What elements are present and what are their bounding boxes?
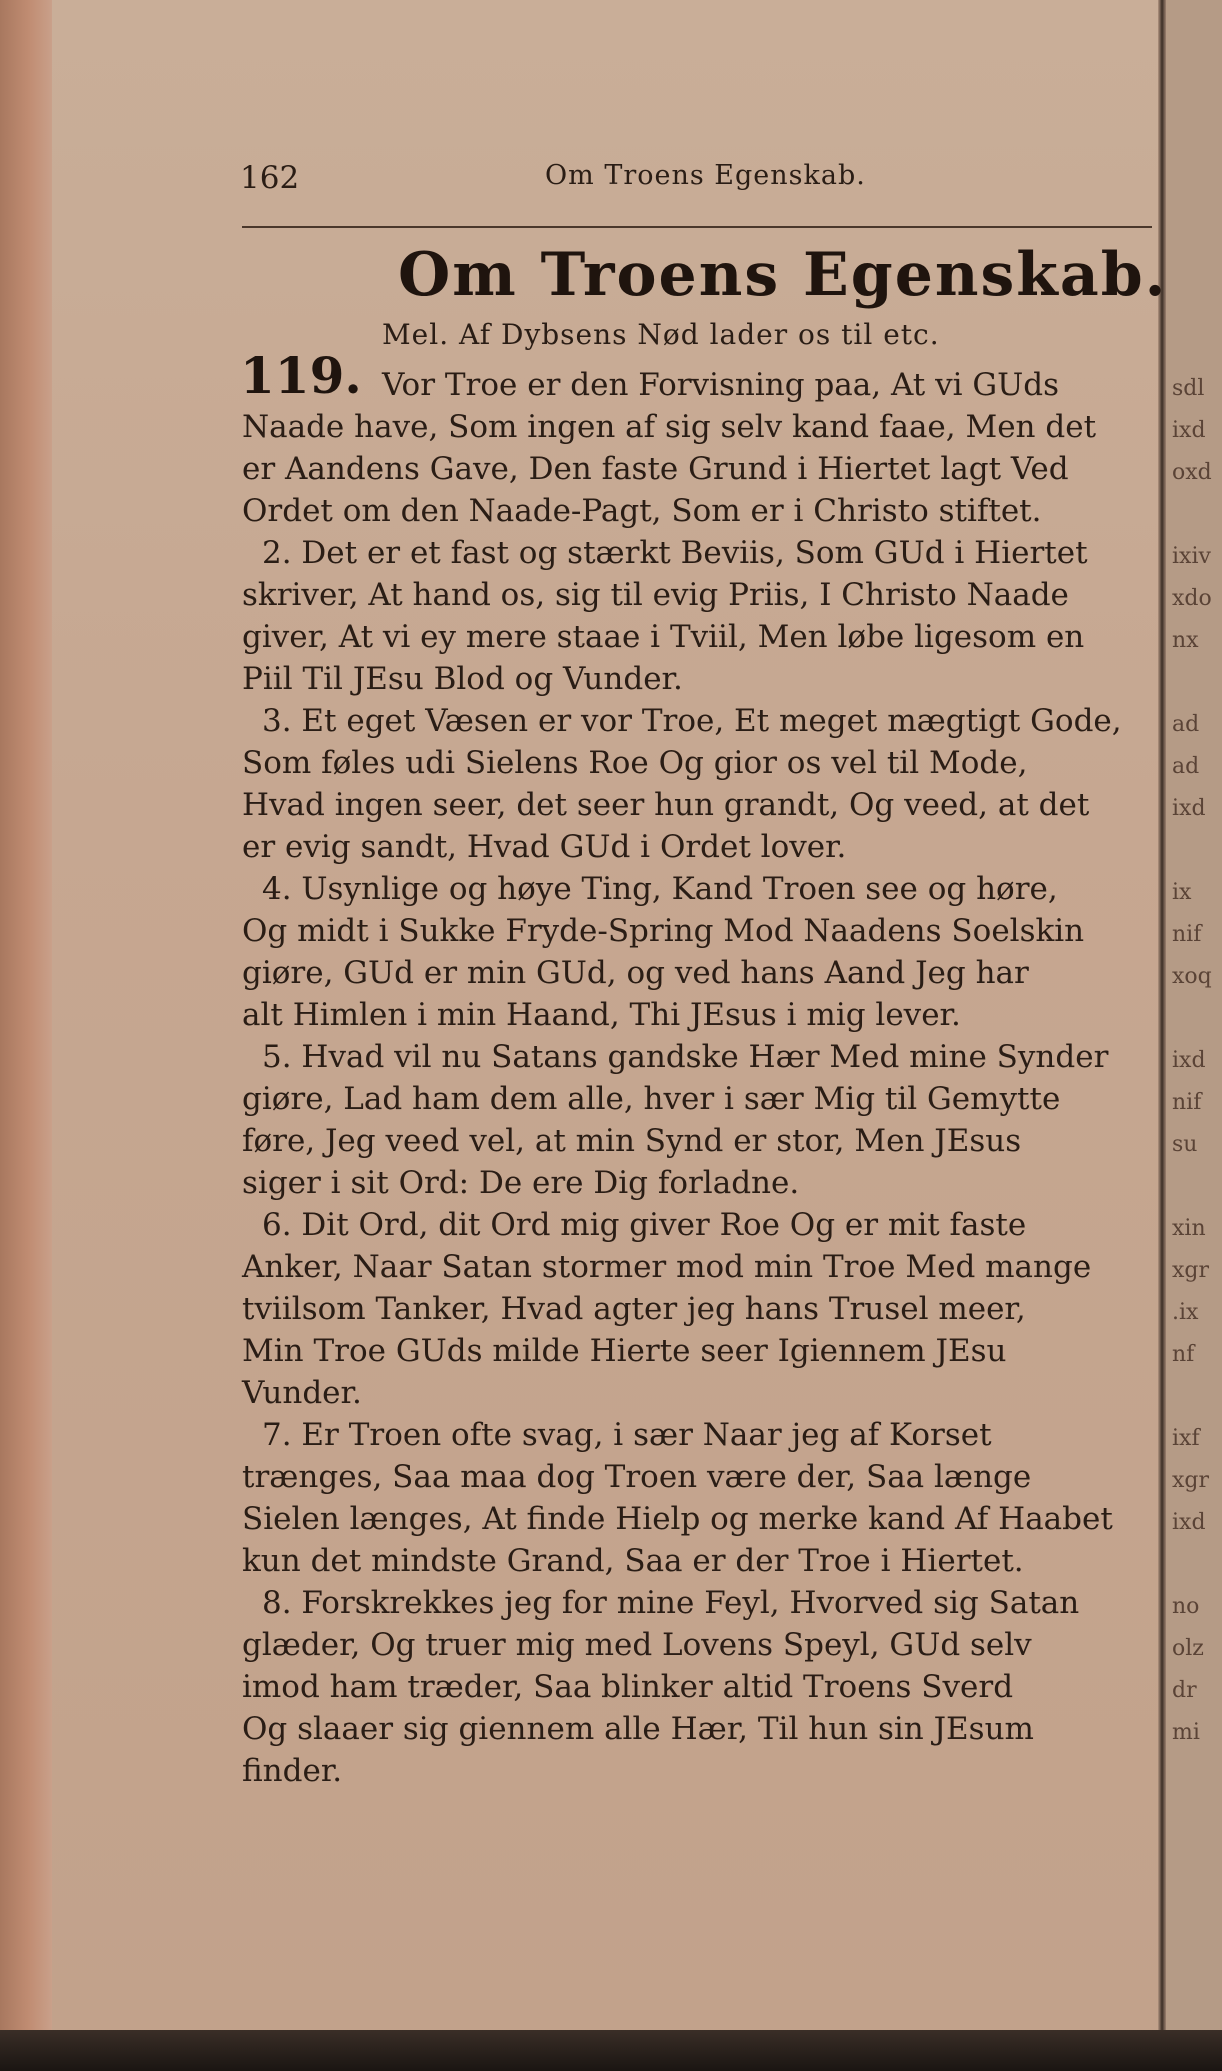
hymn-number: 119. <box>240 346 362 405</box>
text-line: tviilsom Tanker, Hvad agter jeg hans Trusel meer, <box>242 1291 1026 1327</box>
text-line: 3. Et eget Væsen er vor Troe, Et meget mægtigt Gode, <box>262 703 1122 739</box>
text-line: føre, Jeg veed vel, at min Synd er stor, Men JEsus <box>242 1123 1022 1159</box>
facing-page-fragment: olz <box>1172 1636 1204 1661</box>
facing-page-fragment: mi <box>1172 1720 1200 1745</box>
hymn-title: Om Troens Egenskab. <box>398 240 1168 310</box>
text-line: er evig sandt, Hvad GUd i Ordet lover. <box>242 829 847 865</box>
text-line: skriver, At hand os, sig til evig Priis, I Christo Naade <box>242 577 1069 613</box>
text-line: Naade have, Som ingen af sig selv kand faae, Men det <box>242 409 1097 445</box>
facing-page-fragment: nif <box>1172 1090 1202 1115</box>
text-line: trænges, Saa maa dog Troen være der, Saa længe <box>242 1459 1032 1495</box>
text-line: 4. Usynlige og høye Ting, Kand Troen see og høre, <box>262 871 1058 907</box>
text-line: Vor Troe er den Forvisning paa, At vi GUds <box>382 367 1060 403</box>
facing-page-fragment: xoq <box>1172 964 1212 989</box>
running-title: Om Troens Egenskab. <box>545 160 866 191</box>
text-line: Piil Til JEsu Blod og Vunder. <box>242 661 683 697</box>
text-line: er Aandens Gave, Den faste Grund i Hiertet lagt Ved <box>242 451 1069 487</box>
text-line: 2. Det er et fast og stærkt Beviis, Som GUd i Hiertet <box>262 535 1088 571</box>
facing-page-fragment: nif <box>1172 922 1202 947</box>
text-line: kun det mindste Grand, Saa er der Troe i Hiertet. <box>242 1543 1024 1579</box>
text-line: Hvad ingen seer, det seer hun grandt, Og veed, at det <box>242 787 1090 823</box>
text-line: 6. Dit Ord, dit Ord mig giver Roe Og er mit faste <box>262 1207 1027 1243</box>
facing-page-edge <box>1166 0 1222 2030</box>
facing-page-fragment: ixiv <box>1172 544 1211 569</box>
text-line: Anker, Naar Satan stormer mod min Troe Med mange <box>242 1249 1092 1285</box>
text-line: Og midt i Sukke Fryde-Spring Mod Naadens Soelskin <box>242 913 1085 949</box>
facing-page-fragment: ixf <box>1172 1426 1200 1451</box>
text-line: Og slaaer sig giennem alle Hær, Til hun sin JEsum <box>242 1711 1034 1747</box>
facing-page-fragment: ixd <box>1172 1048 1206 1073</box>
text-line: alt Himlen i min Haand, Thi JEsus i mig lever. <box>242 997 961 1033</box>
facing-page-fragment: ad <box>1172 712 1200 737</box>
text-line: siger i sit Ord: De ere Dig forladne. <box>242 1165 800 1201</box>
text-line: imod ham træder, Saa blinker altid Troens Sverd <box>242 1669 1014 1705</box>
text-line: giver, At vi ey mere staae i Tviil, Men løbe ligesom en <box>242 619 1085 655</box>
text-line: Som føles udi Sielens Roe Og gior os vel til Mode, <box>242 745 1028 781</box>
facing-page-fragment: ix <box>1172 880 1192 905</box>
header-rule <box>242 226 1152 228</box>
facing-page-fragment: no <box>1172 1594 1200 1619</box>
facing-page-fragment: nf <box>1172 1342 1195 1367</box>
text-line: Vunder. <box>242 1375 362 1411</box>
facing-page-fragment: nx <box>1172 628 1199 653</box>
page-bottom-shadow <box>0 2030 1222 2071</box>
text-line: glæder, Og truer mig med Lovens Speyl, GUd selv <box>242 1627 1032 1663</box>
facing-page-fragment: sdl <box>1172 376 1205 401</box>
text-line: giøre, GUd er min GUd, og ved hans Aand Jeg har <box>242 955 1029 991</box>
page-number: 162 <box>240 160 300 196</box>
facing-page-fragment: .ix <box>1172 1300 1199 1325</box>
facing-page-fragment: oxd <box>1172 460 1212 485</box>
text-line: 5. Hvad vil nu Satans gandske Hær Med mine Synder <box>262 1039 1109 1075</box>
facing-page-fragment: xin <box>1172 1216 1206 1241</box>
text-line: 7. Er Troen ofte svag, i sær Naar jeg af Korset <box>262 1417 992 1453</box>
facing-page-fragment: ixd <box>1172 796 1206 821</box>
text-line: giøre, Lad ham dem alle, hver i sær Mig til Gemytte <box>242 1081 1061 1117</box>
facing-page-fragment: xdo <box>1172 586 1212 611</box>
facing-page-fragment: dr <box>1172 1678 1197 1703</box>
facing-page-fragment: ad <box>1172 754 1200 779</box>
text-line: Sielen længes, At finde Hielp og merke kand Af Haabet <box>242 1501 1113 1537</box>
facing-page-fragment: xgr <box>1172 1258 1210 1283</box>
facing-page-fragment: ixd <box>1172 1510 1206 1535</box>
text-line: 8. Forskrekkes jeg for mine Feyl, Hvorved sig Satan <box>262 1585 1080 1621</box>
running-header <box>240 160 866 200</box>
page-left-edge <box>0 0 52 2071</box>
text-line: finder. <box>242 1753 343 1789</box>
melody-line: Mel. Af Dybsens Nød lader os til etc. <box>382 318 940 351</box>
facing-page-fragment: ixd <box>1172 418 1206 443</box>
facing-page-fragment: su <box>1172 1132 1198 1157</box>
text-line: Ordet om den Naade-Pagt, Som er i Christo stiftet. <box>242 493 1042 529</box>
text-line: Min Troe GUds milde Hierte seer Igiennem JEsu <box>242 1333 1007 1369</box>
facing-page-fragment: xgr <box>1172 1468 1210 1493</box>
